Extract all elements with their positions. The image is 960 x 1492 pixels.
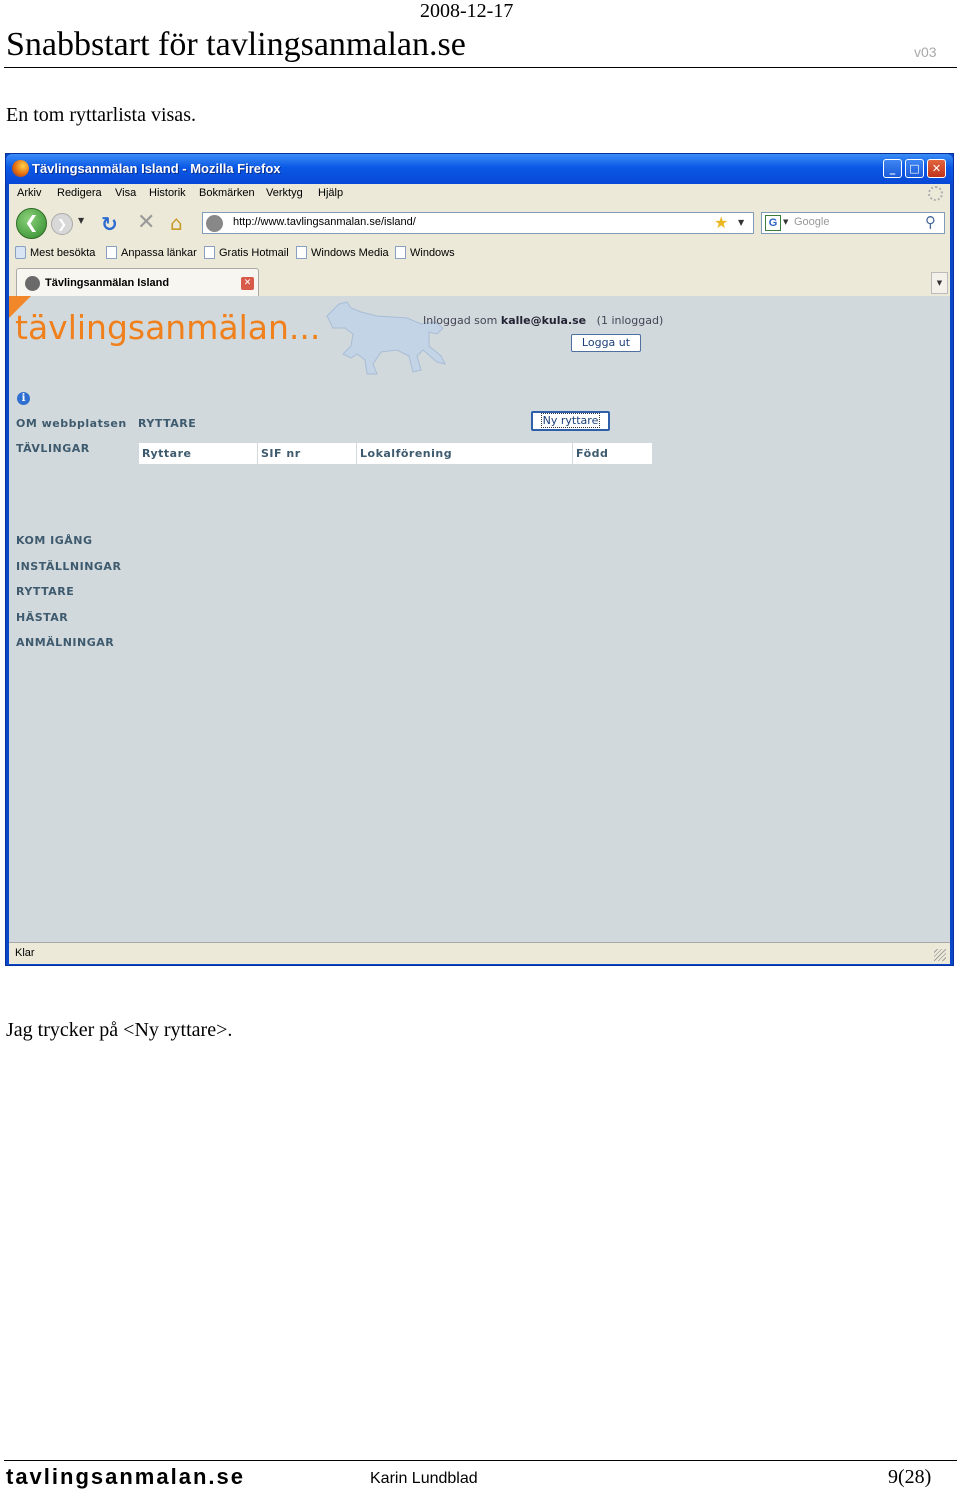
menu-bokmarken[interactable]: Bokmärken xyxy=(199,187,255,199)
column-header-ryttare[interactable]: Ryttare xyxy=(138,443,257,464)
google-engine-icon[interactable]: G xyxy=(765,215,781,231)
url-text[interactable]: http://www.tavlingsanmalan.se/island/ xyxy=(233,216,416,228)
bookmarks-toolbar xyxy=(9,242,950,264)
reload-icon[interactable]: ↻ xyxy=(101,212,118,236)
page-icon xyxy=(204,246,215,259)
column-header-lokalforening[interactable]: Lokalförening xyxy=(356,443,572,464)
nav-hastar[interactable]: HÄSTAR xyxy=(16,611,69,624)
document-date: 2008-12-17 xyxy=(420,0,514,22)
site-identity-icon[interactable] xyxy=(206,215,223,232)
section-title-ryttare: RYTTARE xyxy=(138,417,197,430)
new-rider-button[interactable] xyxy=(531,411,610,431)
firefox-icon xyxy=(12,160,29,177)
search-icon[interactable]: ⚲ xyxy=(925,213,936,231)
url-dropdown-icon[interactable]: ▼ xyxy=(738,218,745,227)
maximize-button[interactable]: □ xyxy=(905,159,924,178)
menu-verktyg[interactable]: Verktyg xyxy=(266,187,303,199)
stop-icon[interactable]: ✕ xyxy=(137,210,156,235)
header-divider xyxy=(4,67,957,68)
new-rider-label: Ny ryttare xyxy=(542,414,599,427)
status-bar xyxy=(9,942,950,965)
menu-bar xyxy=(9,184,950,204)
throbber-icon xyxy=(928,186,943,201)
footer-divider xyxy=(4,1460,957,1461)
horse-logo-icon xyxy=(317,298,457,378)
tab-list-button[interactable]: ▼ xyxy=(931,272,948,294)
home-icon[interactable]: ⌂ xyxy=(170,211,183,235)
browser-chrome xyxy=(9,184,950,964)
bookmark-star-icon[interactable]: ★ xyxy=(714,213,729,232)
nav-installningar[interactable]: INSTÄLLNINGAR xyxy=(16,560,122,573)
document-version: v03 xyxy=(914,44,937,60)
column-header-fodd[interactable]: Född xyxy=(572,443,652,464)
login-info: Inloggad som kalle@kula.se (1 inloggad) xyxy=(423,314,664,327)
logged-in-user: kalle@kula.se xyxy=(500,314,587,327)
bookmark-windows[interactable]: Windows xyxy=(395,246,455,259)
page-icon xyxy=(395,246,406,259)
login-count: (1 inloggad) xyxy=(596,314,664,327)
engine-dropdown-icon[interactable]: ▼ xyxy=(783,218,789,226)
page-icon xyxy=(296,246,307,259)
navigation-toolbar xyxy=(9,204,950,242)
bookmark-mest-besokta[interactable]: Mest besökta xyxy=(15,246,95,259)
site-logo[interactable]: tävlingsanmälan... xyxy=(15,308,321,347)
close-window-button[interactable]: ✕ xyxy=(927,159,946,178)
menu-historik[interactable]: Historik xyxy=(149,187,186,199)
nav-kom-igang[interactable]: KOM IGÅNG xyxy=(16,534,93,547)
url-bar[interactable] xyxy=(202,212,754,234)
browser-window xyxy=(5,153,954,966)
tab-bar xyxy=(9,266,950,297)
minimize-button[interactable]: _ xyxy=(883,159,902,178)
menu-visa[interactable]: Visa xyxy=(115,187,137,199)
footer-author: Karin Lundblad xyxy=(370,1470,478,1487)
bookmark-gratis-hotmail[interactable]: Gratis Hotmail xyxy=(204,246,289,259)
window-titlebar xyxy=(6,154,953,184)
footer-page-number: 9(28) xyxy=(888,1466,932,1488)
smart-folder-icon xyxy=(15,246,26,259)
back-button[interactable]: ❮ xyxy=(16,208,47,239)
web-page xyxy=(9,296,950,942)
footer-brand: tavlingsanmalan.se xyxy=(6,1464,245,1489)
info-icon[interactable]: i xyxy=(17,392,30,405)
window-title: Tävlingsanmälan Island - Mozilla Firefox xyxy=(32,161,281,176)
resize-grip-icon[interactable] xyxy=(934,949,946,961)
menu-hjalp[interactable]: Hjälp xyxy=(318,187,344,199)
tab-close-icon[interactable]: ✕ xyxy=(241,277,254,290)
tab-tavlingsanmalan[interactable] xyxy=(16,268,259,296)
tab-label: Tävlingsanmälan Island xyxy=(45,277,170,289)
search-bar[interactable] xyxy=(761,212,945,234)
column-header-sif-nr[interactable]: SIF nr xyxy=(257,443,356,464)
forward-button[interactable]: ❯ xyxy=(51,213,73,235)
intro-paragraph: En tom ryttarlista visas. xyxy=(6,104,196,126)
caption-paragraph: Jag trycker på <Ny ryttare>. xyxy=(6,1019,233,1041)
nav-ryttare[interactable]: RYTTARE xyxy=(16,585,75,598)
logout-button[interactable]: Logga ut xyxy=(571,334,641,352)
favicon-icon xyxy=(25,276,40,291)
page-icon xyxy=(106,246,117,259)
bookmark-anpassa-lankar[interactable]: Anpassa länkar xyxy=(106,246,197,259)
bookmark-windows-media[interactable]: Windows Media xyxy=(296,246,389,259)
history-dropdown-icon[interactable]: ▼ xyxy=(78,216,85,225)
nav-anmalningar[interactable]: ANMÄLNINGAR xyxy=(16,636,115,649)
menu-arkiv[interactable]: Arkiv xyxy=(17,187,42,199)
menu-redigera[interactable]: Redigera xyxy=(57,187,102,199)
nav-tavlingar[interactable]: TÄVLINGAR xyxy=(16,442,90,455)
document-title: Snabbstart för tavlingsanmalan.se xyxy=(6,26,466,63)
status-text: Klar xyxy=(15,947,35,959)
nav-om-webbplatsen[interactable]: OM webbplatsen xyxy=(16,417,127,430)
search-input[interactable]: Google xyxy=(794,216,830,228)
